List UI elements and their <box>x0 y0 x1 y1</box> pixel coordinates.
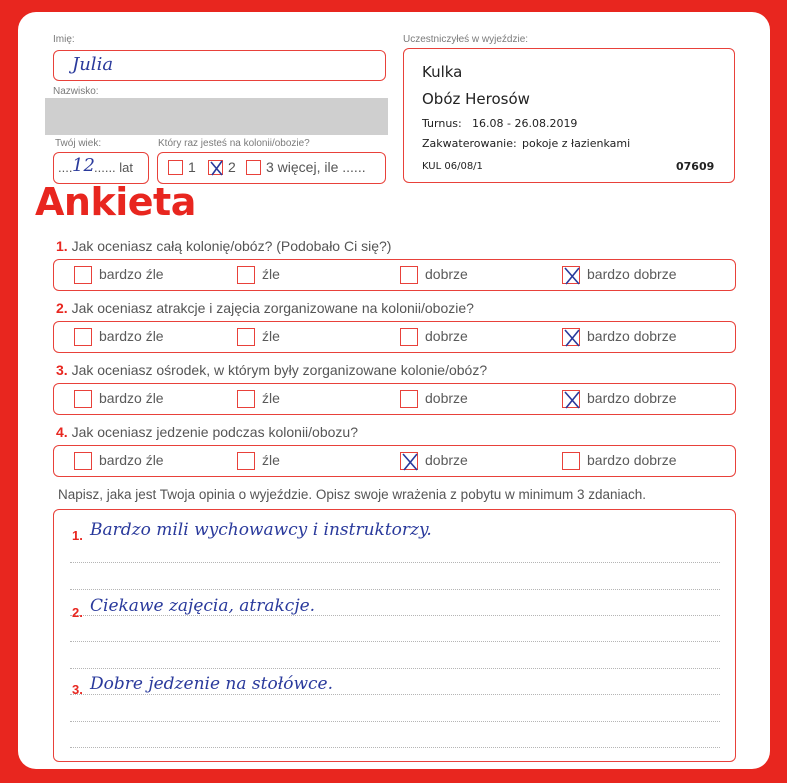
dotted-line <box>70 562 720 563</box>
rating-checkbox[interactable] <box>562 328 580 346</box>
rating-option-label: bardzo źle <box>99 328 164 344</box>
rating-option-label: bardzo źle <box>99 266 164 282</box>
lodging-label: Zakwaterowanie: <box>422 137 517 150</box>
question-label: Jak oceniasz atrakcje i zajęcia zorganizowane na kolonii/obozie? <box>71 300 474 316</box>
lodging-value: pokoje z łazienkami <box>522 137 631 150</box>
question-1-text <box>56 238 391 254</box>
survey-title: Ankieta <box>35 180 196 224</box>
participated-label: Uczestniczyłeś w wyjeździe: <box>403 34 529 45</box>
rating-checkbox[interactable] <box>74 452 92 470</box>
times-opt2-label: 2 <box>228 159 236 175</box>
times-checkbox-3[interactable] <box>246 160 261 175</box>
rating-option-label: dobrze <box>425 266 468 282</box>
rating-checkbox[interactable] <box>562 452 580 470</box>
rating-checkbox[interactable] <box>237 390 255 408</box>
camp-title: Obóz Herosów <box>422 90 530 108</box>
times-opt3-label: 3 więcej, ile ...... <box>266 159 366 175</box>
name-field[interactable] <box>53 50 386 81</box>
question-2-text <box>56 300 474 316</box>
turn-label: Turnus: <box>422 117 462 130</box>
rating-checkbox[interactable] <box>562 390 580 408</box>
check-mark-icon <box>562 266 582 286</box>
name-value: Julia <box>72 54 114 75</box>
rating-checkbox[interactable] <box>562 266 580 284</box>
rating-checkbox[interactable] <box>237 266 255 284</box>
rating-option-label: bardzo dobrze <box>587 266 677 282</box>
question-number: 2. <box>56 300 68 316</box>
rating-option-label: dobrze <box>425 452 468 468</box>
rating-option-label: bardzo dobrze <box>587 390 677 406</box>
rating-checkbox[interactable] <box>237 328 255 346</box>
check-mark-icon <box>208 160 225 177</box>
dotted-line <box>70 589 720 590</box>
times-label: Który raz jesteś na kolonii/obozie? <box>158 138 310 149</box>
opinion-box[interactable] <box>53 509 736 762</box>
age-prefix: .... <box>58 160 73 175</box>
question-4-text <box>56 424 358 440</box>
answer-text: Ciekawe zajęcia, atrakcje. <box>90 596 316 616</box>
times-checkbox-1[interactable] <box>168 160 183 175</box>
age-value: 12 <box>72 155 95 176</box>
rating-option-label: źle <box>262 452 280 468</box>
rating-option-label: źle <box>262 328 280 344</box>
answer-number: 3. <box>72 682 83 697</box>
rating-option-label: bardzo dobrze <box>587 452 677 468</box>
rating-option-label: bardzo dobrze <box>587 328 677 344</box>
answer-number: 2. <box>72 605 83 620</box>
camp-name: Kulka <box>422 63 463 81</box>
rating-checkbox[interactable] <box>400 266 418 284</box>
dotted-line <box>70 668 720 669</box>
check-mark-icon <box>562 390 582 410</box>
check-mark-icon <box>400 452 420 472</box>
opinion-prompt: Napisz, jaka jest Twoja opinia o wyjeździe. Opisz swoje wrażenia z pobytu w minimum 3 zdaniach. <box>58 487 647 502</box>
surname-redacted <box>45 98 388 135</box>
dotted-line <box>70 747 720 748</box>
dotted-line <box>70 694 720 695</box>
question-number: 3. <box>56 362 68 378</box>
dotted-line <box>70 641 720 642</box>
rating-checkbox[interactable] <box>400 390 418 408</box>
question-label: Jak oceniasz ośrodek, w którym były zorganizowane kolonie/obóz? <box>71 362 488 378</box>
rating-option-label: bardzo źle <box>99 390 164 406</box>
age-label: Twój wiek: <box>55 138 102 149</box>
answer-number: 1. <box>72 528 83 543</box>
question-label: Jak oceniasz jedzenie podczas kolonii/obozu? <box>71 424 358 440</box>
rating-option-label: źle <box>262 390 280 406</box>
question-number: 1. <box>56 238 68 254</box>
answer-text: Bardzo mili wychowawcy i instruktorzy. <box>90 520 432 540</box>
times-checkbox-2[interactable] <box>208 160 223 175</box>
rating-checkbox[interactable] <box>74 390 92 408</box>
camp-code: KUL 06/08/1 <box>422 161 483 172</box>
age-suffix: ...... lat <box>94 160 134 175</box>
rating-option-label: dobrze <box>425 328 468 344</box>
check-mark-icon <box>562 328 582 348</box>
times-opt1-label: 1 <box>188 159 196 175</box>
turn-value: 16.08 - 26.08.2019 <box>472 117 578 130</box>
camp-number: 07609 <box>676 160 715 173</box>
question-number: 4. <box>56 424 68 440</box>
dotted-line <box>70 721 720 722</box>
surname-label: Nazwisko: <box>53 86 99 97</box>
camp-info-box <box>403 48 735 183</box>
rating-checkbox[interactable] <box>74 266 92 284</box>
rating-option-label: źle <box>262 266 280 282</box>
name-label: Imię: <box>53 34 75 45</box>
rating-checkbox[interactable] <box>400 452 418 470</box>
rating-checkbox[interactable] <box>74 328 92 346</box>
rating-option-label: dobrze <box>425 390 468 406</box>
rating-option-label: bardzo źle <box>99 452 164 468</box>
question-3-text <box>56 362 487 378</box>
rating-checkbox[interactable] <box>237 452 255 470</box>
rating-checkbox[interactable] <box>400 328 418 346</box>
question-label: Jak oceniasz całą kolonię/obóz? (Podobało Ci się?) <box>71 238 392 254</box>
answer-text: Dobre jedzenie na stołówce. <box>90 674 333 694</box>
